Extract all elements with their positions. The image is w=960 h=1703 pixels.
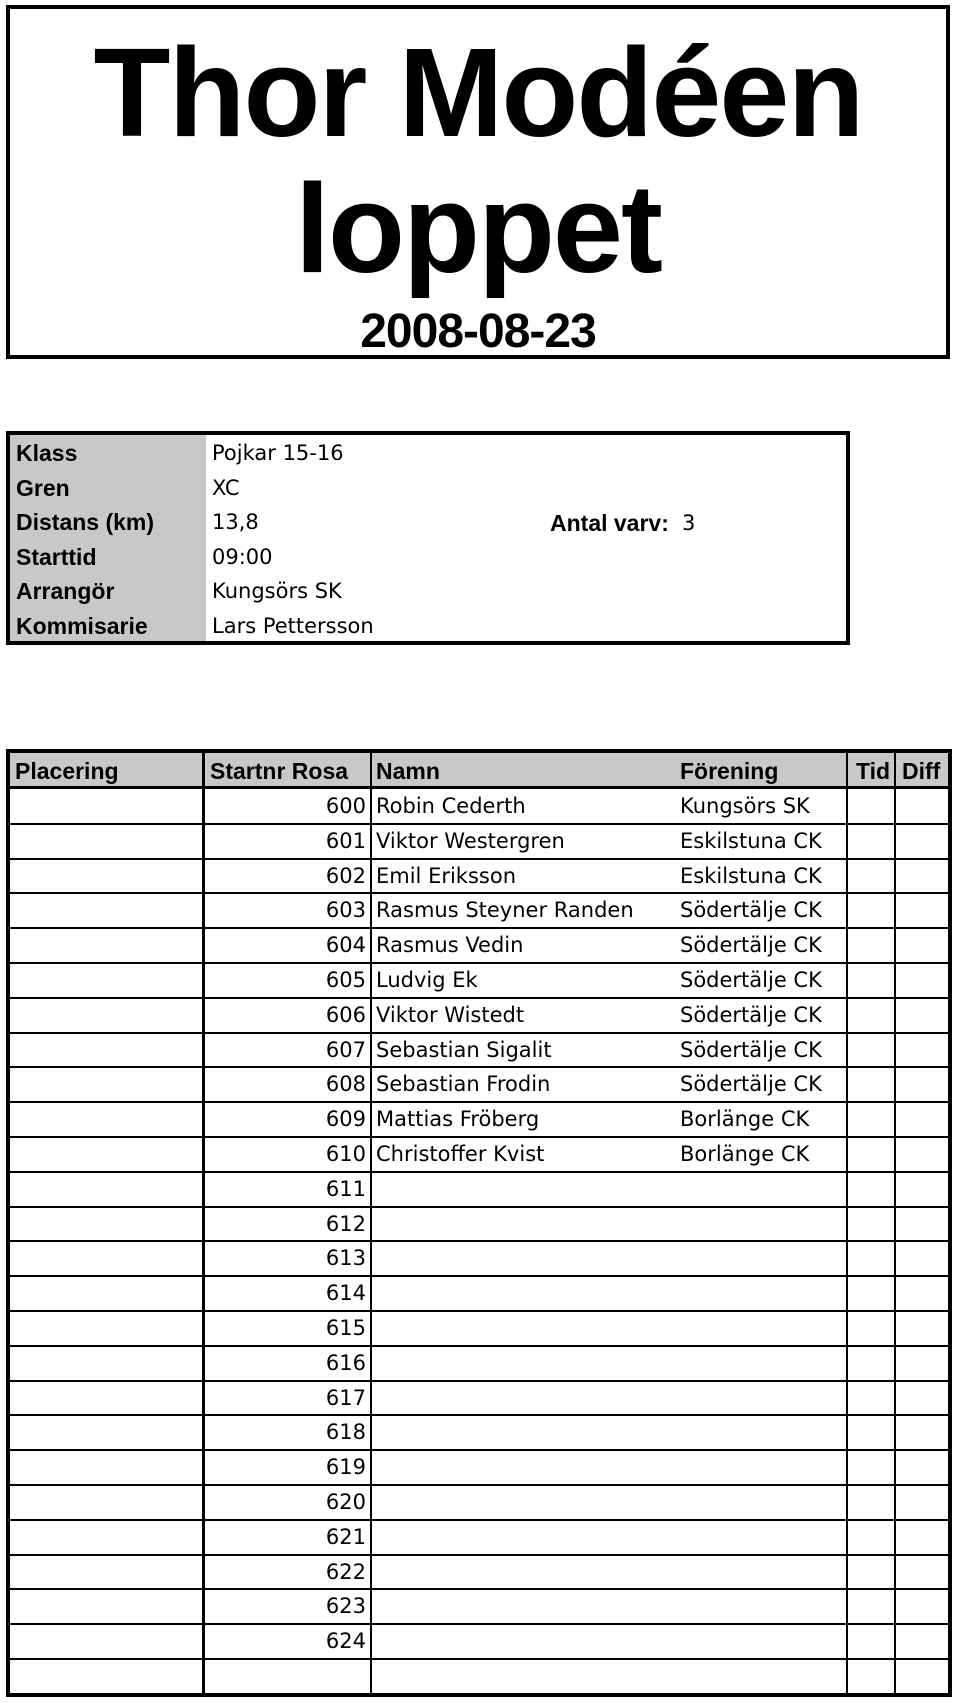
info-value: Lars Pettersson xyxy=(212,613,374,638)
startnr-cell: 610 xyxy=(325,1142,366,1166)
laps-value: 3 xyxy=(682,511,696,535)
table-row xyxy=(10,859,948,894)
results-header xyxy=(10,753,948,789)
info-label: Gren xyxy=(16,474,70,501)
header-placering: Placering xyxy=(15,758,119,784)
name-cell: Robin Cederth xyxy=(376,794,526,818)
club-cell: Södertälje CK xyxy=(680,1002,822,1027)
table-row xyxy=(10,824,948,859)
name-cell: Sebastian Sigalit xyxy=(376,1037,552,1062)
table-row xyxy=(10,998,948,1033)
name-cell: Rasmus Steyner Randen xyxy=(376,898,634,923)
table-row xyxy=(10,1276,948,1311)
name-cell: Ludvig Ek xyxy=(376,968,478,992)
table-row xyxy=(10,1624,948,1659)
event-title-line2: loppet xyxy=(295,158,661,299)
name-cell: Mattias Fröberg xyxy=(376,1107,540,1132)
table-row xyxy=(10,1346,948,1381)
startnr-cell: 601 xyxy=(325,828,366,853)
startnr-cell: 615 xyxy=(325,1316,366,1340)
startnr-cell: 604 xyxy=(325,933,366,958)
table-row xyxy=(10,1137,948,1172)
startnr-cell: 614 xyxy=(325,1281,366,1306)
info-row xyxy=(10,608,846,643)
startnr-cell: 606 xyxy=(325,1002,366,1027)
table-row xyxy=(10,1450,948,1485)
table-row xyxy=(10,1381,948,1416)
table-row xyxy=(10,1555,948,1590)
club-cell: Södertälje CK xyxy=(680,1072,822,1097)
info-value: Kungsörs SK xyxy=(212,579,342,603)
club-cell: Eskilstuna CK xyxy=(680,863,822,888)
info-row xyxy=(10,470,846,505)
table-row xyxy=(10,1172,948,1207)
table-row xyxy=(10,1102,948,1137)
laps-row xyxy=(10,505,846,540)
header-namn: Namn xyxy=(376,758,440,784)
info-value: 09:00 xyxy=(212,544,273,569)
info-label: Kommisarie xyxy=(16,612,148,639)
info-label: Distans (km) xyxy=(16,509,155,535)
info-label: Starttid xyxy=(16,543,97,570)
laps-label: Antal varv: xyxy=(550,510,669,536)
info-row xyxy=(10,435,846,470)
header-tid: Tid xyxy=(856,758,891,784)
startnr-cell: 624 xyxy=(325,1629,366,1654)
table-row xyxy=(10,963,948,998)
club-cell: Kungsörs SK xyxy=(680,794,810,818)
startnr-cell: 612 xyxy=(325,1211,366,1236)
startnr-cell: 611 xyxy=(325,1176,366,1201)
header-diff: Diff xyxy=(902,758,941,784)
startnr-cell: 607 xyxy=(325,1037,366,1062)
header-forening: Förening xyxy=(680,758,779,784)
info-label: Arrangör xyxy=(16,578,115,604)
table-row xyxy=(10,1033,948,1068)
table-row xyxy=(10,1067,948,1102)
startnr-cell: 618 xyxy=(325,1420,366,1445)
table-row xyxy=(10,893,948,928)
startnr-cell: 621 xyxy=(325,1524,366,1549)
club-cell: Borlänge CK xyxy=(680,1142,810,1166)
club-cell: Södertälje CK xyxy=(680,968,822,992)
table-row xyxy=(10,1589,948,1624)
startnr-cell: 600 xyxy=(325,794,366,818)
club-cell: Borlänge CK xyxy=(680,1107,810,1132)
table-row xyxy=(10,1415,948,1450)
table-row xyxy=(10,1207,948,1242)
header-startnr: Startnr Rosa xyxy=(210,758,349,784)
startnr-cell: 609 xyxy=(325,1107,366,1132)
startnr-cell: 616 xyxy=(325,1350,366,1375)
name-cell: Sebastian Frodin xyxy=(376,1072,551,1097)
info-row xyxy=(10,573,846,608)
startnr-cell: 605 xyxy=(325,968,366,992)
club-cell: Södertälje CK xyxy=(680,933,822,958)
name-cell: Emil Eriksson xyxy=(376,863,517,888)
race-info-box xyxy=(6,431,850,645)
startnr-cell: 623 xyxy=(325,1594,366,1619)
info-label: Klass xyxy=(16,440,78,466)
startnr-cell: 613 xyxy=(325,1246,366,1271)
info-value: 13,8 xyxy=(212,510,259,534)
info-row xyxy=(10,539,846,574)
name-cell: Christoffer Kvist xyxy=(376,1142,545,1166)
startnr-cell: 603 xyxy=(325,898,366,923)
title-box xyxy=(6,5,950,359)
table-row xyxy=(10,1659,948,1694)
event-title-line1: Thor Modéen xyxy=(93,22,863,163)
startnr-cell: 617 xyxy=(325,1385,366,1410)
table-row xyxy=(10,1520,948,1555)
table-row xyxy=(10,928,948,963)
results-table xyxy=(6,749,952,1697)
startnr-cell: 619 xyxy=(325,1455,366,1480)
club-cell: Eskilstuna CK xyxy=(680,828,822,853)
club-cell: Södertälje CK xyxy=(680,1037,822,1062)
name-cell: Viktor Westergren xyxy=(376,828,565,853)
startnr-cell: 602 xyxy=(325,863,366,888)
startnr-cell: 608 xyxy=(325,1072,366,1097)
info-value: XC xyxy=(212,475,240,500)
table-row xyxy=(10,1241,948,1276)
name-cell: Viktor Wistedt xyxy=(376,1002,525,1027)
table-row xyxy=(10,1311,948,1346)
startnr-cell: 622 xyxy=(325,1559,366,1584)
event-date: 2008-08-23 xyxy=(360,305,596,358)
startnr-cell: 620 xyxy=(325,1490,366,1514)
club-cell: Södertälje CK xyxy=(680,898,822,923)
name-cell: Rasmus Vedin xyxy=(376,933,524,958)
table-row xyxy=(10,1485,948,1520)
info-value: Pojkar 15-16 xyxy=(212,441,344,465)
table-row xyxy=(10,789,948,824)
